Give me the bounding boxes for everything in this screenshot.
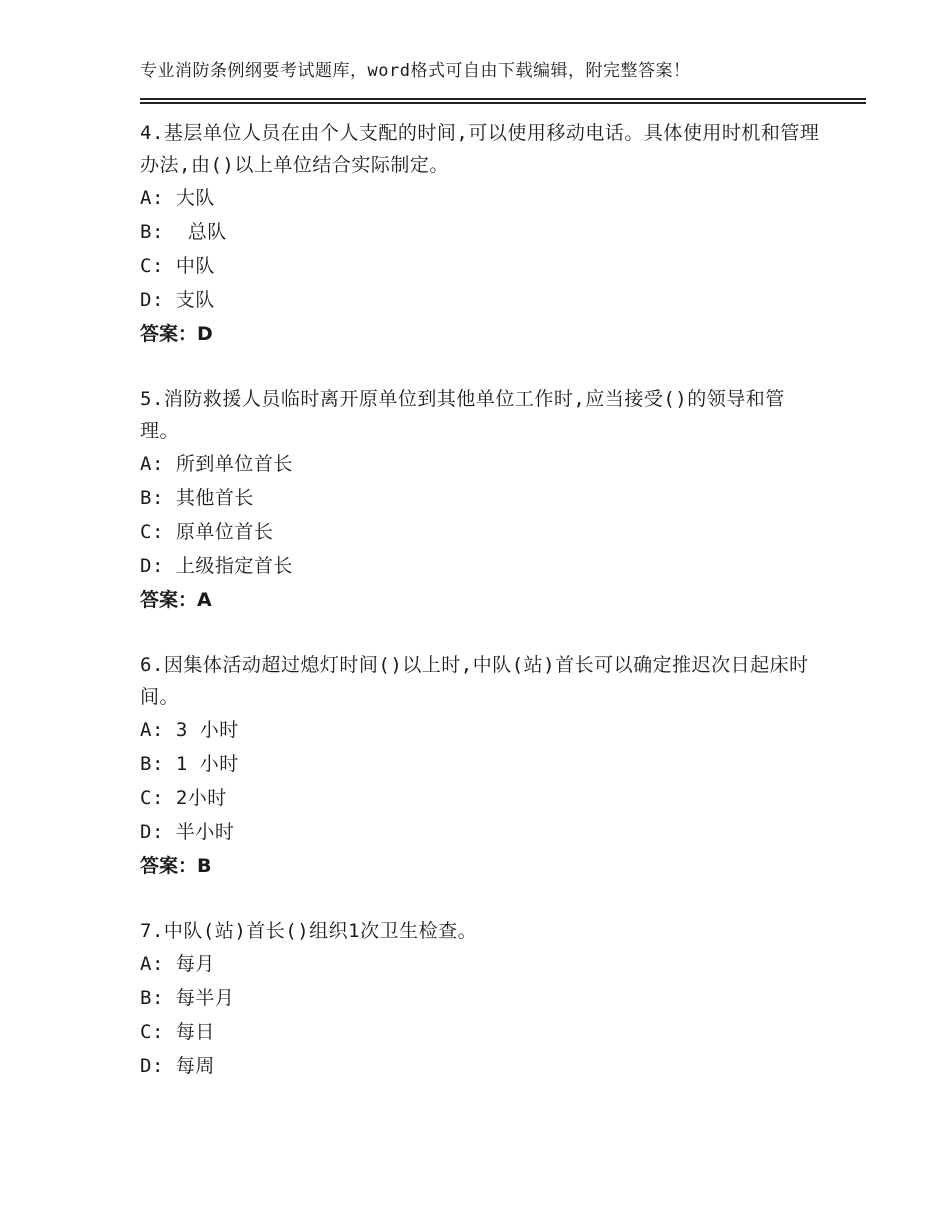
question-text: 4.基层单位人员在由个人支配的时间,可以使用移动电话。具体使用时机和管理办法,由()以上单位结合实际制定。 (140, 122, 820, 176)
answer-label: 答案：B (140, 855, 212, 877)
answer-label: 答案：D (140, 323, 213, 345)
option-c: C: 每日 (140, 1021, 215, 1043)
question-4 (140, 117, 820, 351)
option-b: B: 其他首长 (140, 487, 254, 509)
option-b: B: 每半月 (140, 987, 235, 1009)
option-a: A: 每月 (140, 953, 215, 975)
question-text: 6.因集体活动超过熄灯时间()以上时,中队(站)首长可以确定推迟次日起床时间。 (140, 654, 809, 708)
option-d: D: 半小时 (140, 821, 235, 843)
question-text: 5.消防救援人员临时离开原单位到其他单位工作时,应当接受()的领导和管理。 (140, 388, 785, 442)
option-a: A: 大队 (140, 187, 215, 209)
option-list (140, 181, 820, 317)
document-header: 专业消防条例纲要考试题库，word格式可自由下载编辑，附完整答案！ (140, 61, 691, 81)
option-c: C: 中队 (140, 255, 215, 277)
option-list (140, 447, 820, 583)
option-a: A: 3 小时 (140, 719, 239, 741)
header-divider-top (140, 98, 866, 100)
question-5 (140, 383, 820, 617)
option-list (140, 947, 820, 1083)
option-c: C: 原单位首长 (140, 521, 274, 543)
option-c: C: 2小时 (140, 787, 227, 809)
answer-label: 答案：A (140, 589, 212, 611)
option-a: A: 所到单位首长 (140, 453, 293, 475)
option-d: D: 每周 (140, 1055, 215, 1077)
option-b: B: 总队 (140, 221, 227, 243)
header-divider-bottom (140, 102, 866, 104)
option-d: D: 上级指定首长 (140, 555, 293, 577)
question-list (140, 117, 820, 1115)
option-list (140, 713, 820, 849)
option-b: B: 1 小时 (140, 753, 239, 775)
question-6 (140, 649, 820, 883)
option-d: D: 支队 (140, 289, 215, 311)
question-7 (140, 915, 820, 1083)
question-text: 7.中队(站)首长()组织1次卫生检查。 (140, 920, 478, 942)
